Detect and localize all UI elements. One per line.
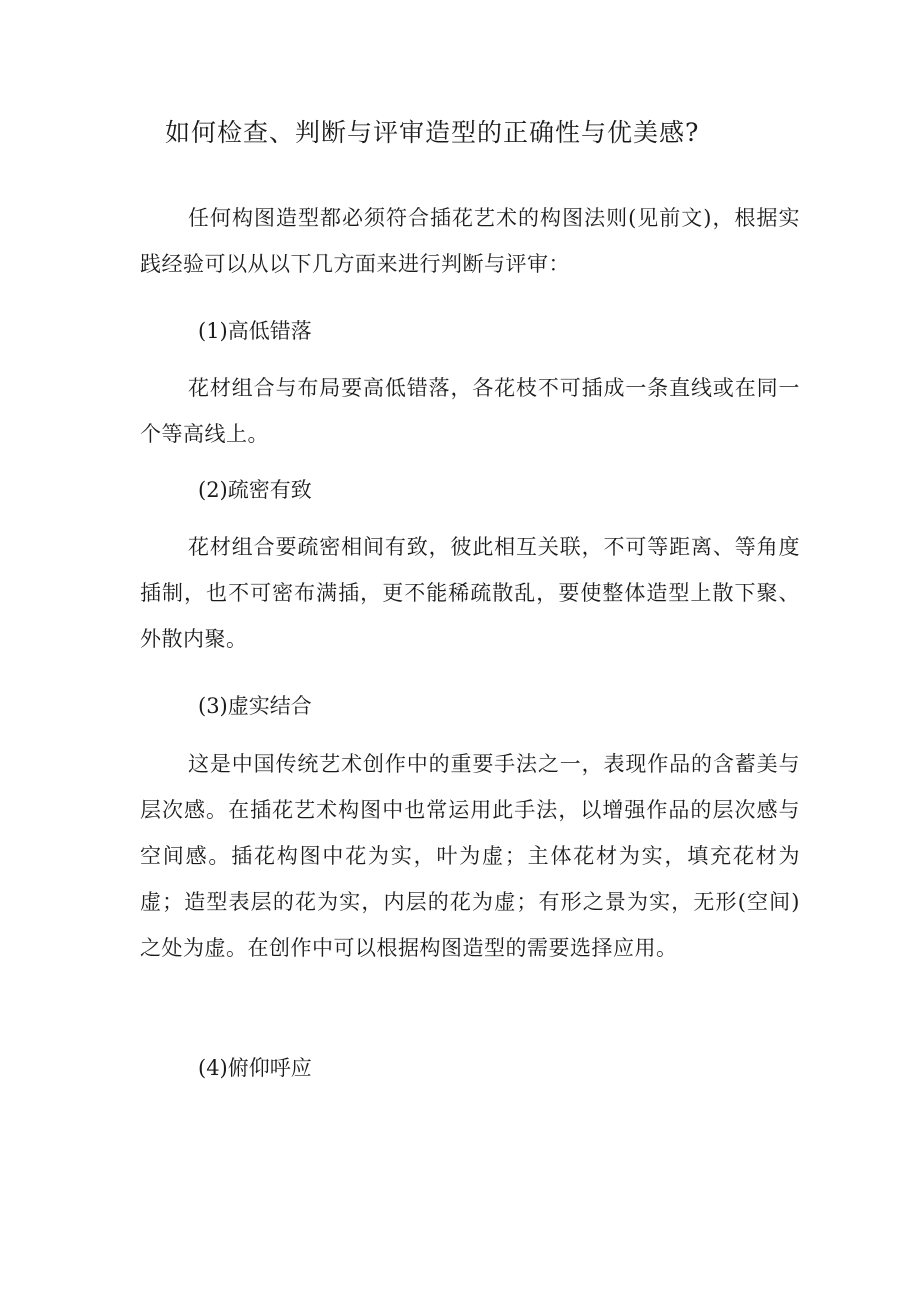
section-body-1: 花材组合与布局要高低错落，各花枝不可插成一条直线或在同一个等高线上。 bbox=[140, 376, 800, 446]
section-heading-2: (2)疏密有致 bbox=[198, 478, 312, 502]
section-heading-1: (1)高低错落 bbox=[198, 319, 312, 343]
section-heading-4: (4)俯仰呼应 bbox=[198, 1056, 312, 1080]
section-body-3: 这是中国传统艺术创作中的重要手法之一，表现作品的含蓄美与层次感。在插花艺术构图中也常运用此手法，以增强作品的层次感与空间感。插花构图中花为实，叶为虚；主体花材为实，填充花材为虚；造型表层的花为实，内层的花为虚；有形之景为实，无形(空间)之处为虚。在创作中可以根据构图造型的需要选择应用。 bbox=[140, 752, 800, 960]
document-title: 如何检查、判断与评审造型的正确性与优美感? bbox=[165, 118, 700, 147]
section-body-2: 花材组合要疏密相间有致，彼此相互关联，不可等距离、等角度插制，也不可密布满插，更不能稀疏散乱，要使整体造型上散下聚、外散内聚。 bbox=[140, 535, 800, 651]
section-heading-3: (3)虚实结合 bbox=[198, 694, 312, 718]
intro-paragraph: 任何构图造型都必须符合插花艺术的构图法则(见前文)，根据实践经验可以从以下几方面来进行判断与评审： bbox=[140, 206, 800, 276]
